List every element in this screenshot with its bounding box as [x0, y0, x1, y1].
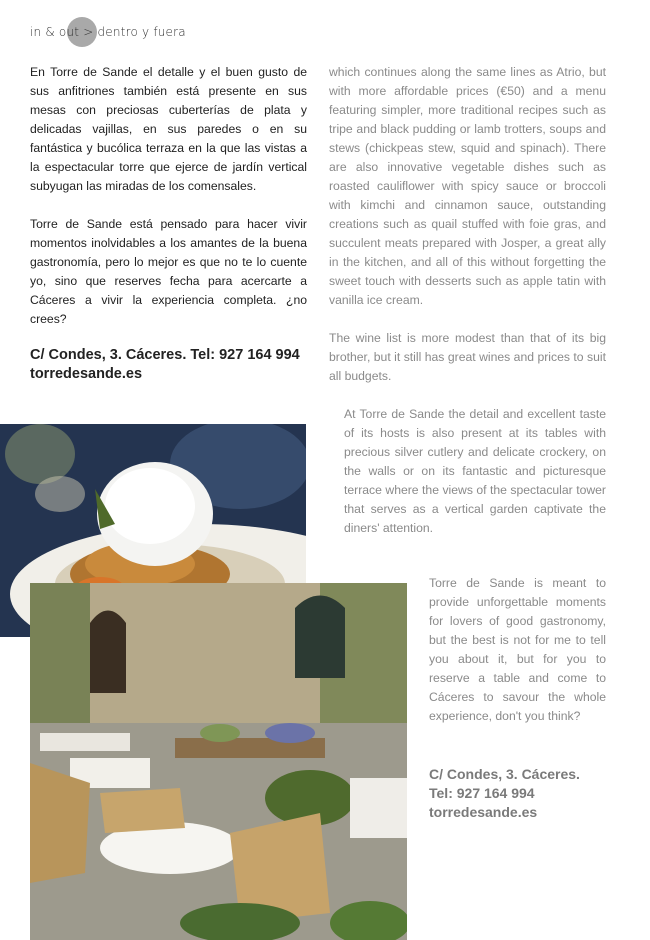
english-phone: Tel: 927 164 994 — [429, 785, 535, 801]
english-paragraph: At Torre de Sande the detail and excellent taste of its hosts is also present at its tables with precious silver cutlery and delicate crockery, on the walls or on its fantastic and picturesque terrace where the views of the spectacular tower that serves as a vertical garden captivate the diners' attention. — [344, 407, 606, 535]
spanish-address-phone: C/ Condes, 3. Cáceres. Tel: 927 164 994 — [30, 347, 300, 363]
english-contact — [429, 765, 629, 822]
english-paragraph: The wine list is more modest than that of its big brother, but it still has great wines and prices to suit all budgets. — [329, 331, 606, 383]
terrace-photo-illustration — [30, 583, 407, 940]
terrace-photo — [30, 583, 407, 940]
english-website-link[interactable]: torredesande.es — [429, 804, 538, 820]
english-paragraph: Torre de Sande is meant to provide unforgettable moments for lovers of good gastronomy, but the best is not for me to tell you about it, but for you to reserve a table and come to Cáceres to savour the whole experience, don't you think? — [429, 576, 606, 723]
spanish-column — [30, 63, 307, 348]
spanish-contact — [30, 346, 320, 384]
english-paragraph: which continues along the same lines as Atrio, but with more affordable prices (€50) and a menu featuring simpler, more traditional recipes such as tripe and black pudding or lamb trotters, soups and stews (chickpeas stew, squid and spinach). There are also innovative vegetable dishes such as roasted cauliflower with spicy sauce or broccoli with kimchi and cinnamon sauce, outstanding creations such as quail stuffed with foie gras, and succulent meats prepared with Josper, a great ally in the kitchen, and all of this without forgetting the sweet touch with desserts such as apple tatin with vanilla ice cream. — [329, 65, 606, 307]
spanish-website-link[interactable]: torredesande.es — [30, 366, 143, 382]
english-column-lower — [429, 574, 606, 726]
spanish-paragraph: Torre de Sande está pensado para hacer vivir momentos inolvidables a los amantes de la buena gastronomía, pero lo mejor es que no te lo cuente yo, sino que reserves fecha para acercarte a Cáceres a vivir la experiencia completa. ¿no crees? — [30, 217, 307, 326]
section-breadcrumb: in & out > dentro y fuera — [30, 25, 186, 39]
section-header — [30, 24, 186, 39]
english-column — [329, 63, 606, 557]
english-address: C/ Condes, 3. Cáceres. — [429, 766, 580, 782]
spanish-paragraph: En Torre de Sande el detalle y el buen gusto de sus anfitriones también está presente en sus mesas con preciosas cuberterías de plata y delicadas vajillas, en sus paredes o en su fantástica y bucólica terraza en la que las vistas a la espectacular torre que ejerce de jardín vertical subyugan las miradas de los comensales. — [30, 65, 307, 193]
